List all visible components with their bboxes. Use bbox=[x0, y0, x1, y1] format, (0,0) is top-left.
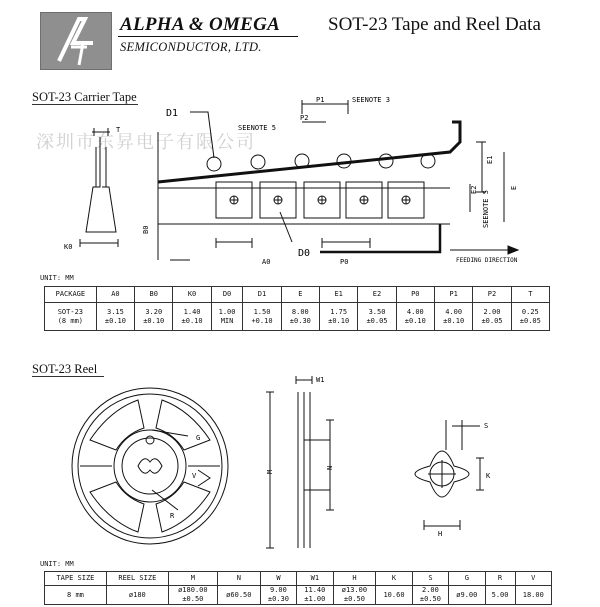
dim-label-p2: P2 bbox=[300, 114, 309, 122]
table-header-row bbox=[45, 287, 550, 303]
reel-unit-label: UNIT: MM bbox=[40, 560, 74, 568]
reel-spec-table bbox=[44, 571, 552, 605]
table-cell: 3.50 ±0.05 bbox=[358, 303, 396, 331]
header-cell: V bbox=[515, 572, 551, 586]
header-cell: G bbox=[449, 572, 485, 586]
table-cell: 4.00 ±0.10 bbox=[434, 303, 472, 331]
header-cell: D1 bbox=[243, 287, 281, 303]
carrier-tape-drawing bbox=[30, 92, 570, 272]
table-cell: ø180 bbox=[106, 586, 168, 605]
dim-label-h: H bbox=[438, 530, 443, 538]
header-cell: K0 bbox=[173, 287, 211, 303]
header-cell: N bbox=[217, 572, 260, 586]
table-cell: 0.25 ±0.05 bbox=[511, 303, 549, 331]
header-cell: PACKAGE bbox=[45, 287, 97, 303]
table-cell: 5.00 bbox=[485, 586, 515, 605]
dim-label-n: N bbox=[326, 465, 334, 470]
company-subtitle: SEMICONDUCTOR, LTD. bbox=[120, 40, 262, 54]
dim-label-s: S bbox=[484, 422, 489, 430]
table-cell: 9.00 ±0.30 bbox=[260, 586, 296, 605]
dim-label-r: R bbox=[170, 512, 175, 520]
reel-heading: SOT-23 Reel bbox=[32, 362, 98, 376]
table-cell: 8 mm bbox=[45, 586, 107, 605]
table-cell: ø180.00 ±0.50 bbox=[168, 586, 217, 605]
table-cell: 1.75 ±0.10 bbox=[320, 303, 358, 331]
dim-label-w1: W1 bbox=[316, 376, 325, 384]
table-cell: 2.00 ±0.05 bbox=[473, 303, 511, 331]
header-cell: K bbox=[376, 572, 412, 586]
header-cell: T bbox=[511, 287, 549, 303]
header-cell: P2 bbox=[473, 287, 511, 303]
header-cell: W1 bbox=[297, 572, 333, 586]
dim-label-seenote5: SEENOTE 5 bbox=[238, 124, 276, 132]
header-divider bbox=[118, 36, 298, 37]
dim-label-b0: B0 bbox=[142, 225, 150, 234]
table-cell: 1.40 ±0.10 bbox=[173, 303, 211, 331]
header-cell: S bbox=[412, 572, 448, 586]
carrier-tape-heading: SOT-23 Carrier Tape bbox=[32, 90, 137, 104]
dim-label-m: M bbox=[266, 469, 274, 474]
watermark-text: 深圳市东昇电子有限公司 bbox=[36, 132, 256, 153]
header-cell: REEL SIZE bbox=[106, 572, 168, 586]
feeding-direction-label: FEEDING DIRECTION bbox=[456, 257, 518, 264]
table-cell: 3.15 ±0.10 bbox=[96, 303, 134, 331]
company-name: ALPHA & OMEGA bbox=[120, 14, 281, 35]
table-cell: 8.00 ±0.30 bbox=[281, 303, 319, 331]
header-cell: W bbox=[260, 572, 296, 586]
dim-label-p1: P1 bbox=[316, 96, 325, 104]
dim-label-g: G bbox=[196, 434, 201, 442]
header-cell: R bbox=[485, 572, 515, 586]
tape-unit-label: UNIT: MM bbox=[40, 274, 74, 282]
header-cell: D0 bbox=[211, 287, 243, 303]
header-cell: B0 bbox=[135, 287, 173, 303]
document-title: SOT-23 Tape and Reel Data bbox=[328, 14, 541, 35]
dim-label-d1: D1 bbox=[166, 108, 179, 119]
header-cell: H bbox=[333, 572, 376, 586]
dim-label-e1: E1 bbox=[486, 155, 494, 164]
dim-label-seenote5-side: SEENOTE 5 bbox=[482, 190, 490, 228]
reel-drawing bbox=[60, 370, 580, 550]
dim-label-p0: P0 bbox=[340, 258, 349, 266]
table-row bbox=[45, 303, 550, 331]
header-cell: P1 bbox=[434, 287, 472, 303]
header-cell: P0 bbox=[396, 287, 434, 303]
company-logo bbox=[40, 12, 112, 70]
table-cell: 11.40 ±1.00 bbox=[297, 586, 333, 605]
header-cell: A0 bbox=[96, 287, 134, 303]
dim-label-seenote3: SEENOTE 3 bbox=[352, 96, 390, 104]
dim-label-v: V bbox=[192, 472, 197, 480]
table-cell: 10.60 bbox=[376, 586, 412, 605]
table-cell: ø13.00 ±0.50 bbox=[333, 586, 376, 605]
table-cell: 2.00 ±0.50 bbox=[412, 586, 448, 605]
table-cell: ø9.00 bbox=[449, 586, 485, 605]
table-cell: 18.00 bbox=[515, 586, 551, 605]
dim-label-e: E bbox=[510, 185, 518, 190]
table-cell: 1.50 +0.10 bbox=[243, 303, 281, 331]
dim-label-k0: K0 bbox=[64, 243, 73, 251]
header-cell: E1 bbox=[320, 287, 358, 303]
dim-label-a0: A0 bbox=[262, 258, 271, 266]
table-cell: ø60.50 bbox=[217, 586, 260, 605]
dim-label-e2: E2 bbox=[470, 185, 478, 194]
table-cell: 3.20 ±0.10 bbox=[135, 303, 173, 331]
header-cell: M bbox=[168, 572, 217, 586]
header-cell: TAPE SIZE bbox=[45, 572, 107, 586]
table-cell: SOT-23 (8 mm) bbox=[45, 303, 97, 331]
table-row bbox=[45, 586, 552, 605]
dim-label-t: T bbox=[116, 126, 121, 134]
dim-label-k: K bbox=[486, 472, 491, 480]
carrier-tape-spec-table bbox=[44, 286, 550, 331]
table-header-row bbox=[45, 572, 552, 586]
header-cell: E bbox=[281, 287, 319, 303]
table-cell: 1.00 MIN bbox=[211, 303, 243, 331]
dim-label-d0: D0 bbox=[298, 248, 311, 259]
header-cell: E2 bbox=[358, 287, 396, 303]
table-cell: 4.00 ±0.10 bbox=[396, 303, 434, 331]
